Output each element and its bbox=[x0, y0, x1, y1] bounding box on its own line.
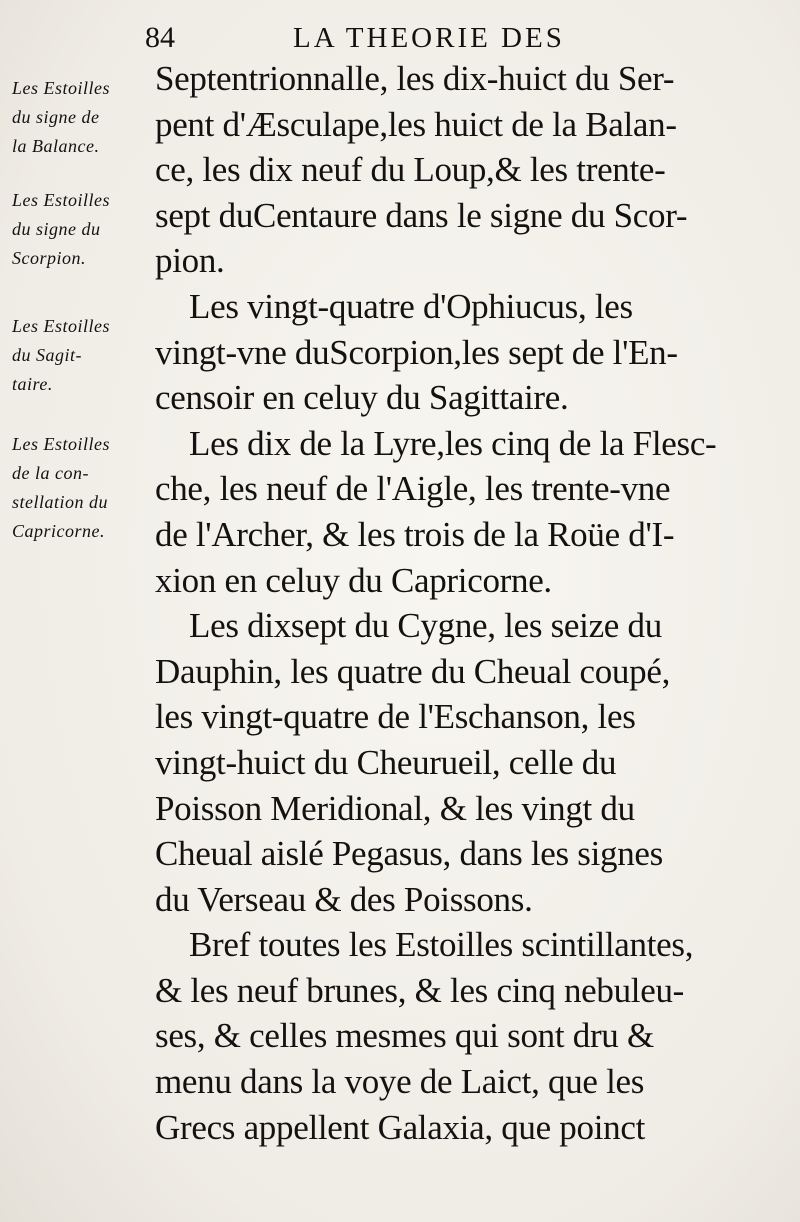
text-line: censoir en celuy du Sagittaire. bbox=[155, 378, 569, 418]
paragraph-start: Les dix de la Lyre,les cinq de la Flesс- bbox=[189, 423, 717, 463]
margin-note-line: du Sagit- bbox=[12, 345, 82, 365]
text-line: Cheual aislé Pegasus, dans les signes bbox=[155, 834, 663, 874]
text-line: che, les neuf de l'Aigle, les trente-vne bbox=[155, 469, 671, 509]
text-line: pent d'Æsculape,les huict de la Balan- bbox=[155, 104, 677, 144]
margin-note-line: Les Estoilles bbox=[12, 316, 111, 336]
margin-note-capricorne bbox=[12, 430, 110, 546]
margin-note-sagittaire bbox=[12, 312, 110, 399]
text-line: sept duCentaure dans le signe du Scor- bbox=[155, 195, 688, 235]
margin-note-line: la Balance. bbox=[12, 136, 100, 156]
running-title: LA THEORIE DES bbox=[293, 22, 565, 54]
margin-note-scorpion bbox=[12, 186, 110, 273]
paragraph-start: Bref toutes les Estoilles scintillantes, bbox=[189, 925, 694, 965]
body-text bbox=[155, 56, 767, 1150]
text-line: Septentrionnalle, les dix-huict du Ser- bbox=[155, 59, 675, 98]
paragraph-start: Les dixsept du Cygne, les seize du bbox=[189, 606, 662, 646]
margin-note-balance bbox=[12, 74, 110, 161]
text-line: Poisson Meridional, & les vingt du bbox=[155, 788, 635, 828]
margin-note-line: du signe de bbox=[12, 107, 100, 127]
text-line: pion. bbox=[155, 241, 225, 281]
margin-note-line: Scorpion. bbox=[12, 248, 86, 268]
margin-note-line: de la con- bbox=[12, 463, 89, 483]
paragraph-start: Les vingt-quatre d'Ophiucus, les bbox=[189, 286, 633, 326]
text-line: & les neuf brunes, & les cinq nebuleu- bbox=[155, 970, 685, 1010]
text-line: vingt-vne duScorpion,les sept de l'En- bbox=[155, 332, 678, 372]
text-line: xion en celuy du Capricorne. bbox=[155, 560, 552, 600]
text-line: de l'Archer, & les trois de la Roüe d'I- bbox=[155, 514, 675, 554]
page-header bbox=[145, 18, 645, 58]
text-line: du Verseau & des Poissons. bbox=[155, 879, 533, 919]
text-line: ses, & celles mesmes qui sont dru & bbox=[155, 1016, 654, 1056]
text-line: vingt-huict du Cheurueil, celle du bbox=[155, 742, 617, 782]
text-line: menu dans la voye de Laict, que les bbox=[155, 1062, 645, 1102]
text-line: Grecs appellent Galaxia, que poinct bbox=[155, 1107, 645, 1147]
margin-note-line: du signe du bbox=[12, 219, 101, 239]
margin-note-line: taire. bbox=[12, 374, 53, 394]
margin-note-line: Les Estoilles bbox=[12, 78, 111, 98]
margin-note-line: stellation du bbox=[12, 492, 108, 512]
text-line: les vingt-quatre de l'Eschanson, les bbox=[155, 697, 636, 737]
text-line: Dauphin, les quatre du Cheual coupé, bbox=[155, 651, 671, 691]
margin-note-line: Les Estoilles bbox=[12, 190, 111, 210]
margin-note-line: Les Estoilles bbox=[12, 434, 111, 454]
text-line: ce, les dix neuf du Loup,& les trente- bbox=[155, 150, 666, 190]
margin-note-line: Capricorne. bbox=[12, 521, 105, 541]
page-number: 84 bbox=[145, 21, 175, 54]
